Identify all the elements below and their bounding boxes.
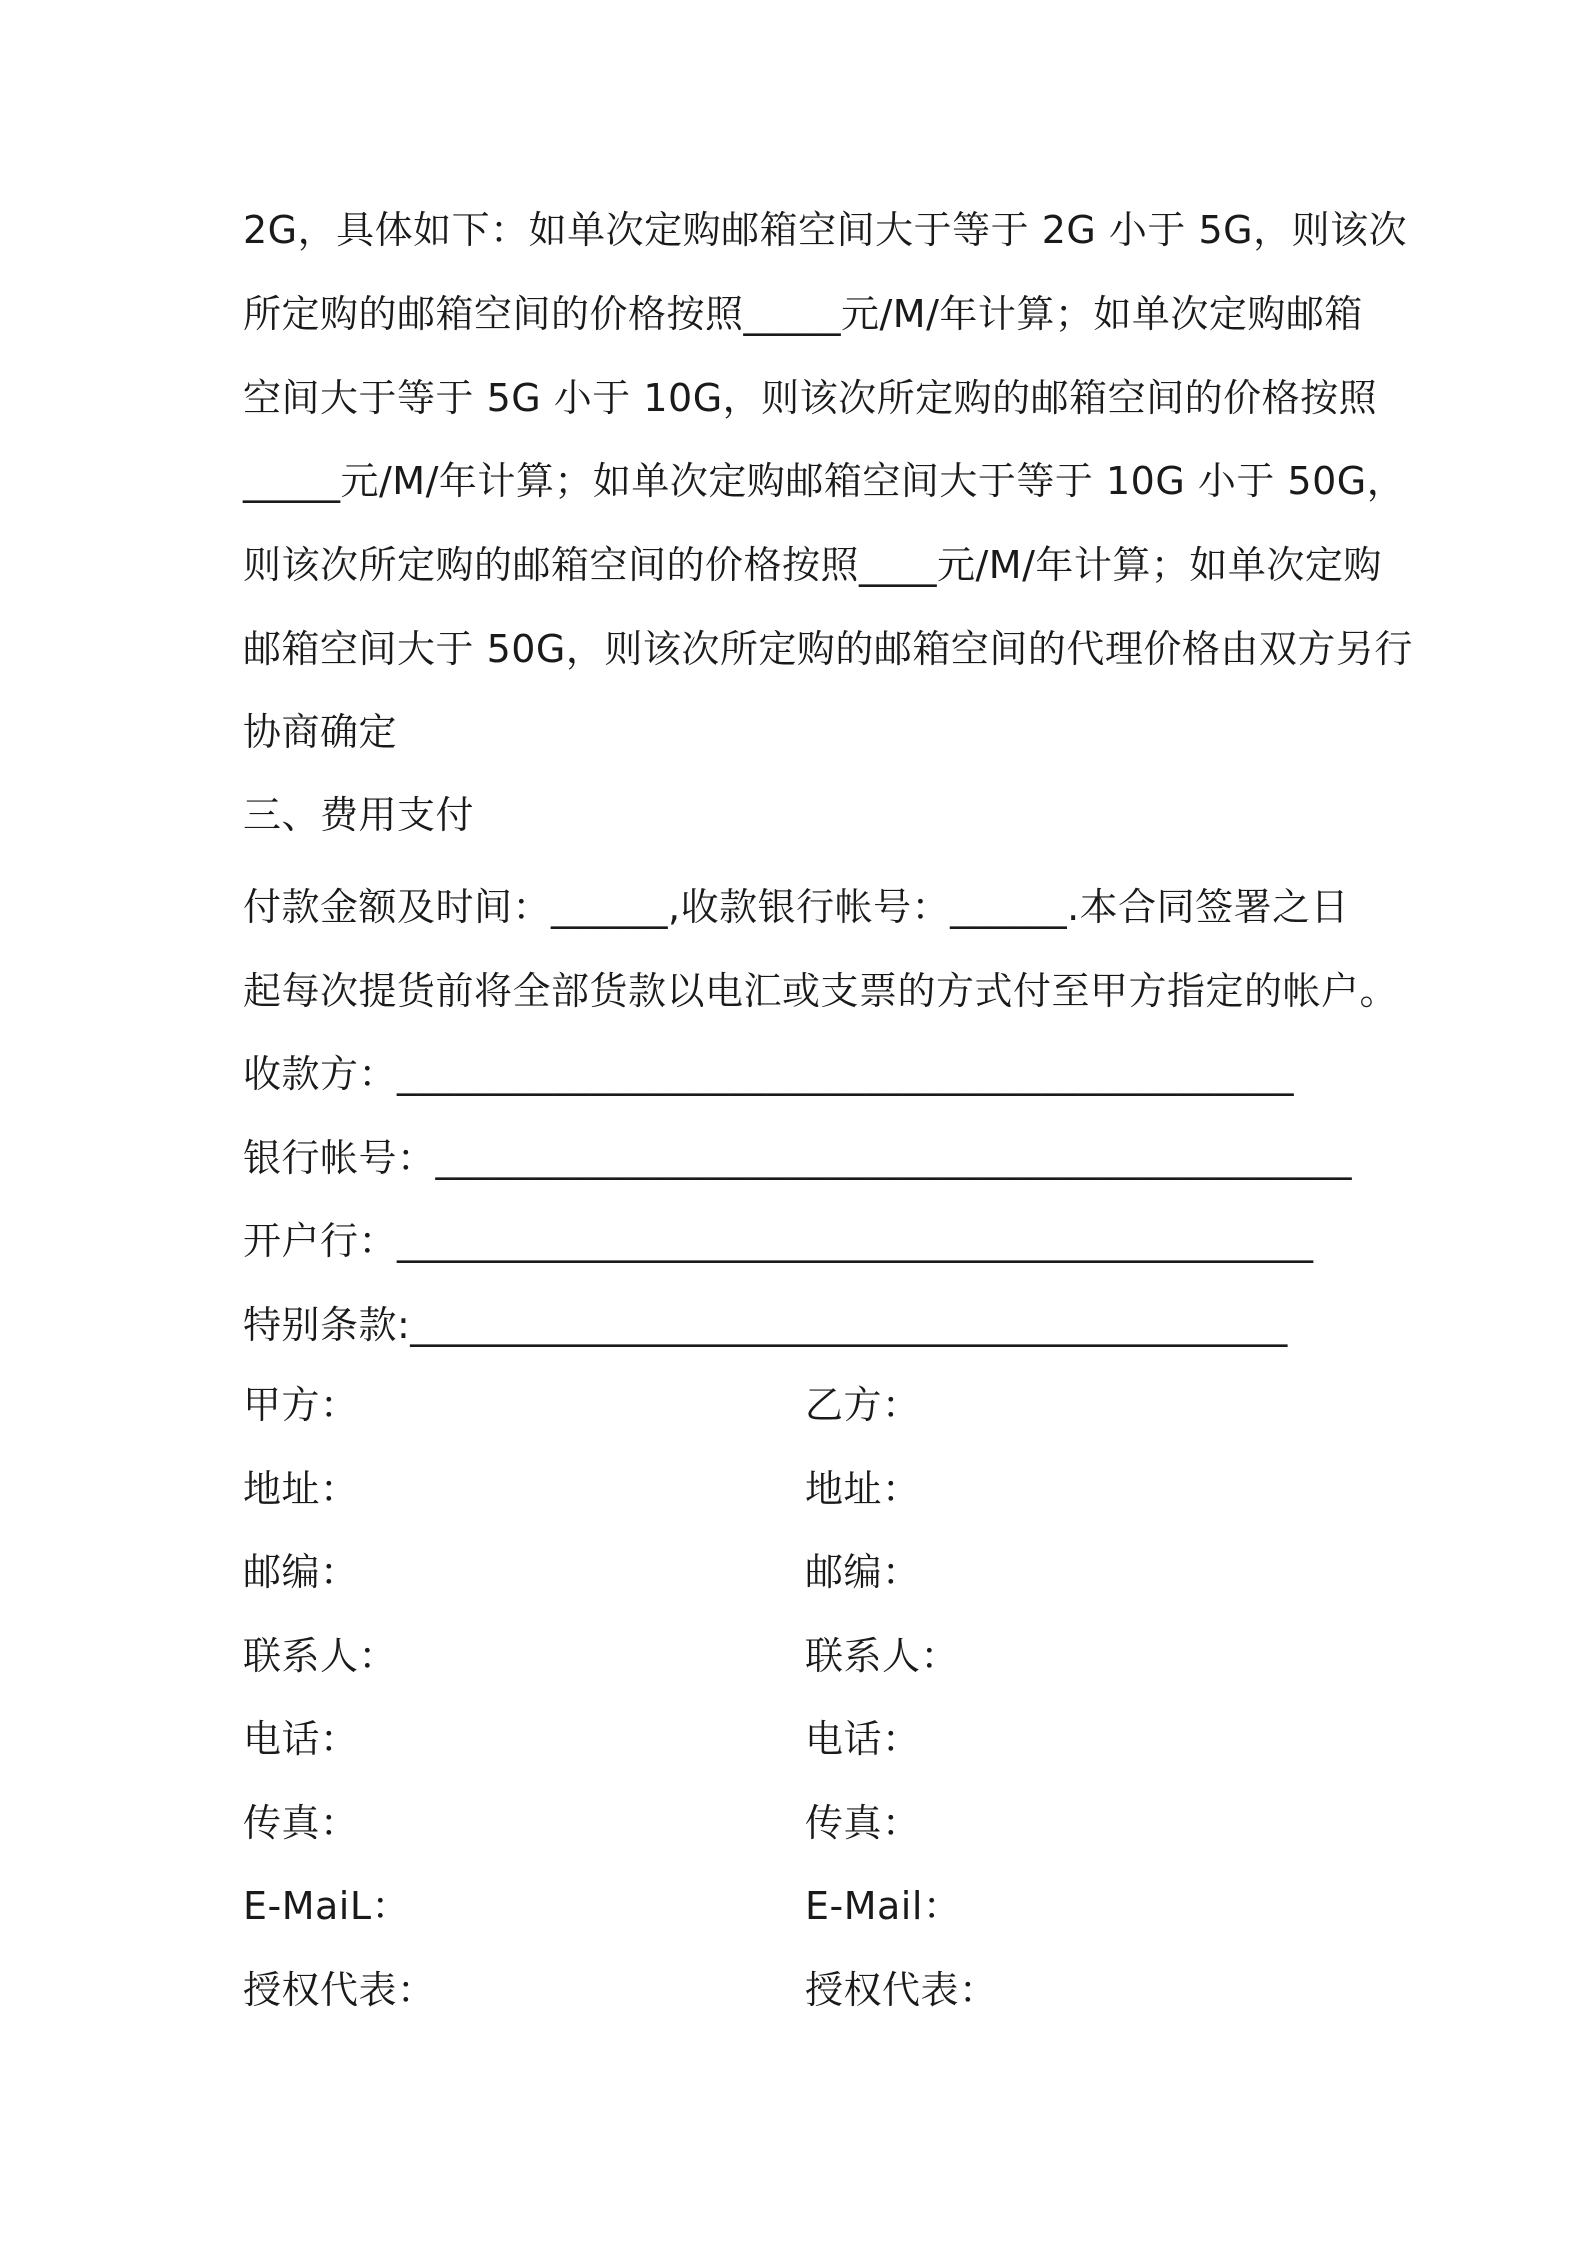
clause-text-line: 空间大于等于 5G 小于 10G，则该次所定购的邮箱空间的价格按照 — [243, 376, 1378, 420]
party-a-email: E-MaiL： — [243, 1884, 411, 1928]
party-b-representative: 授权代表： — [805, 1968, 998, 2012]
party-a-phone: 电话： — [243, 1717, 359, 1761]
clause-text-line: _____元/M/年计算；如单次定购邮箱空间大于等于 10G 小于 50G， — [243, 459, 1406, 503]
section-heading: 三、费用支付 — [243, 793, 475, 837]
party-b-phone: 电话： — [805, 1717, 921, 1761]
payment-paragraph-line: 付款金额及时间：______,收款银行帐号：______.本合同签署之日 — [243, 885, 1350, 929]
clause-text-line: 邮箱空间大于 50G，则该次所定购的邮箱空间的代理价格由双方另行 — [243, 627, 1413, 671]
party-b-contact: 联系人： — [805, 1634, 960, 1678]
party-b-email: E-Mail： — [805, 1884, 962, 1928]
party-a-address: 地址： — [243, 1467, 359, 1511]
party-a-postcode: 邮编： — [243, 1550, 359, 1594]
party-b-name: 乙方： — [805, 1383, 921, 1427]
party-a-contact: 联系人： — [243, 1634, 398, 1678]
party-b-postcode: 邮编： — [805, 1550, 921, 1594]
party-a-name: 甲方： — [243, 1383, 359, 1427]
bank-account-field: 银行帐号：_______________________________________________ — [243, 1136, 1353, 1180]
party-a-fax: 传真： — [243, 1801, 359, 1845]
party-b-address: 地址： — [805, 1467, 921, 1511]
clause-text-line: 协商确定 — [243, 710, 398, 754]
opening-bank-field: 开户行：_______________________________________________ — [243, 1219, 1314, 1263]
payment-paragraph-line: 起每次提货前将全部货款以电汇或支票的方式付至甲方指定的帐户。 — [243, 969, 1399, 1013]
clause-text-line: 2G，具体如下：如单次定购邮箱空间大于等于 2G 小于 5G，则该次 — [243, 208, 1408, 252]
special-terms-field: 特别条款:_____________________________________________ — [243, 1303, 1288, 1347]
payee-field: 收款方：______________________________________________ — [243, 1052, 1295, 1096]
party-a-representative: 授权代表： — [243, 1968, 436, 2012]
clause-text-line: 所定购的邮箱空间的价格按照_____元/M/年计算；如单次定购邮箱 — [243, 292, 1363, 336]
clause-text-line: 则该次所定购的邮箱空间的价格按照____元/M/年计算；如单次定购 — [243, 543, 1382, 587]
party-b-fax: 传真： — [805, 1801, 921, 1845]
